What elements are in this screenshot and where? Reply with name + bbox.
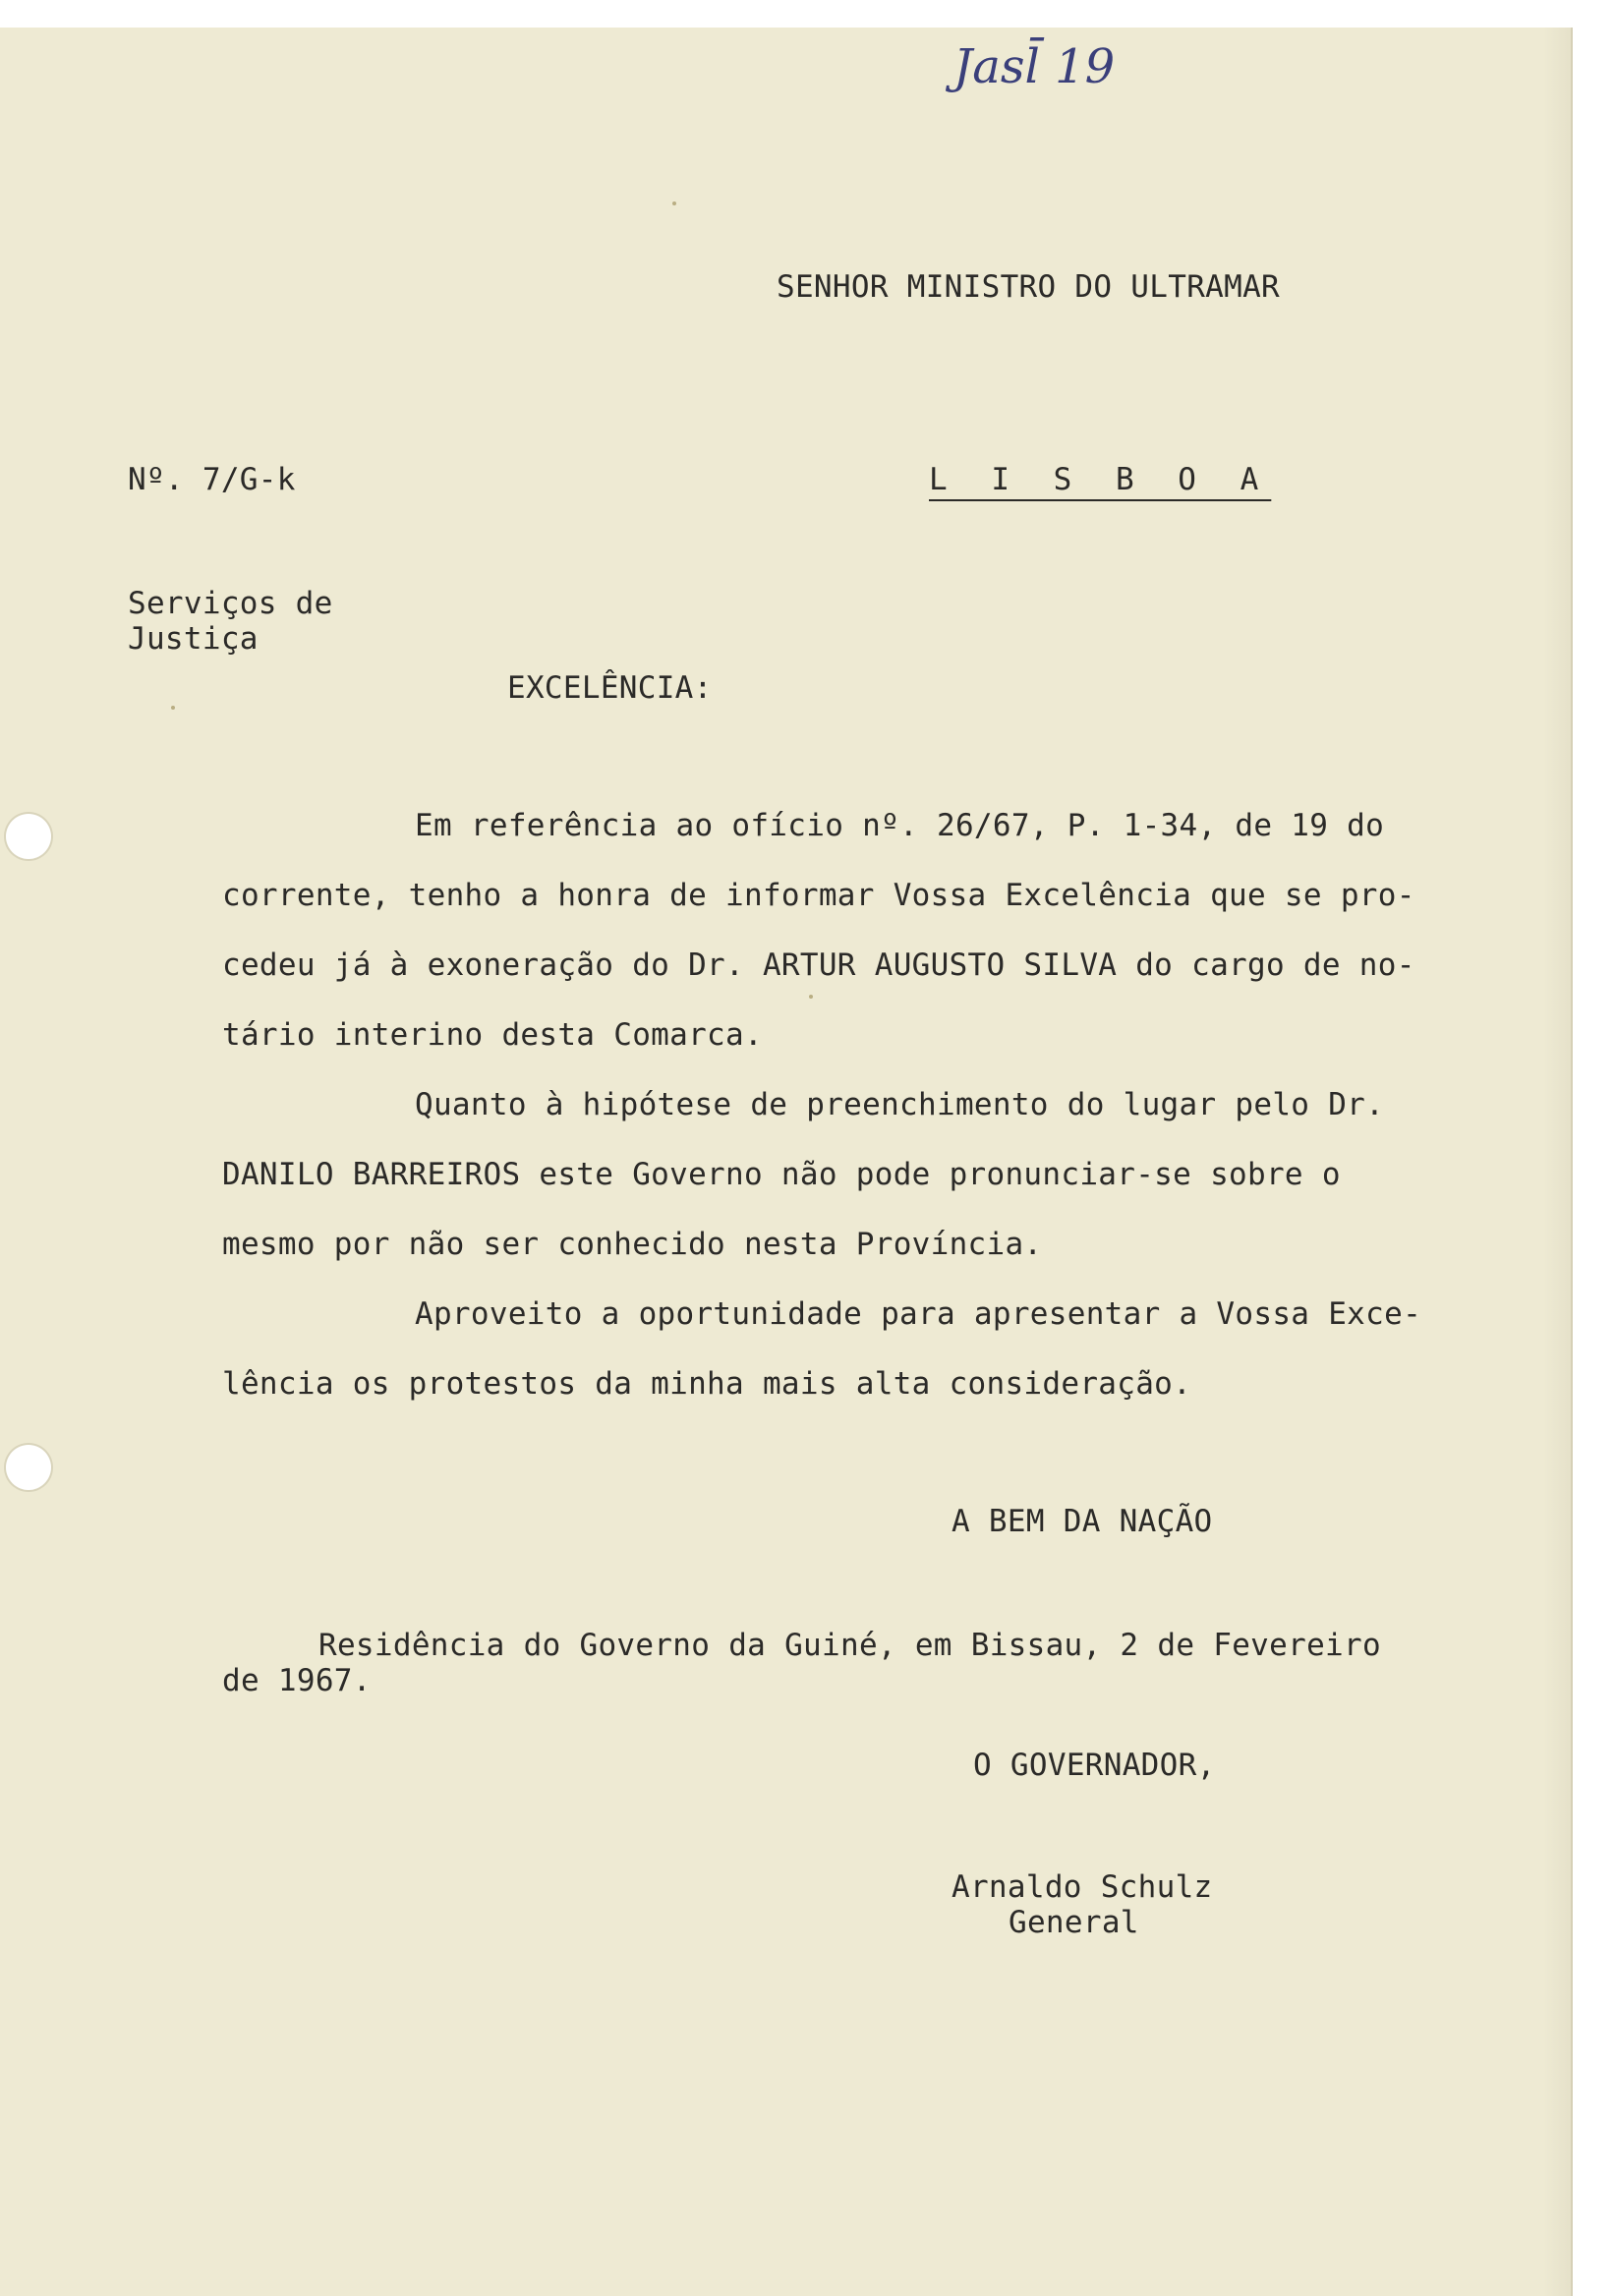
signatory-title: O GOVERNADOR,: [973, 1748, 1216, 1783]
punch-hole-bottom: [6, 1445, 51, 1490]
body-line: mesmo por não ser conhecido nesta Província.: [222, 1227, 1043, 1262]
handwritten-note: Jasl̄ 19: [953, 39, 1116, 94]
reference-number: Nº. 7/G-k: [128, 462, 296, 497]
city-heading: L I S B O A: [929, 462, 1272, 497]
department-line-1: Serviços de: [128, 586, 333, 621]
closing-formula: A BEM DA NAÇÃO: [952, 1504, 1213, 1539]
paper-spot: [672, 201, 676, 205]
body-line: Em referência ao ofício nº. 26/67, P. 1-34, de 19 do: [415, 808, 1385, 843]
department-line-2: Justiça: [128, 621, 259, 657]
punch-hole-top: [6, 814, 51, 859]
signatory-name: Arnaldo Schulz: [952, 1869, 1213, 1905]
body-line: corrente, tenho a honra de informar Vossa Excelência que se pro-: [222, 878, 1415, 913]
paper-spot: [809, 995, 813, 999]
salutation: EXCELÊNCIA:: [507, 670, 713, 706]
body-line: Quanto à hipótese de preenchimento do lugar pelo Dr.: [415, 1087, 1385, 1122]
body-line: Aproveito a oportunidade para apresentar a Vossa Exce-: [415, 1296, 1422, 1332]
signatory-rank: General: [1009, 1905, 1139, 1940]
body-line: DANILO BARREIROS este Governo não pode pronunciar-se sobre o: [222, 1157, 1341, 1192]
addressee-line: SENHOR MINISTRO DO ULTRAMAR: [777, 269, 1281, 305]
place-date-line-1: Residência do Governo da Guiné, em Bissau, 2 de Fevereiro: [318, 1628, 1381, 1663]
page-edge-shadow: [1543, 28, 1573, 2296]
body-line: tário interino desta Comarca.: [222, 1017, 763, 1053]
body-line: cedeu já à exoneração do Dr. ARTUR AUGUSTO SILVA do cargo de no-: [222, 947, 1415, 983]
body-line: lência os protestos da minha mais alta consideração.: [222, 1366, 1192, 1402]
paper-spot: [171, 706, 175, 710]
place-date-line-2: de 1967.: [222, 1663, 372, 1698]
